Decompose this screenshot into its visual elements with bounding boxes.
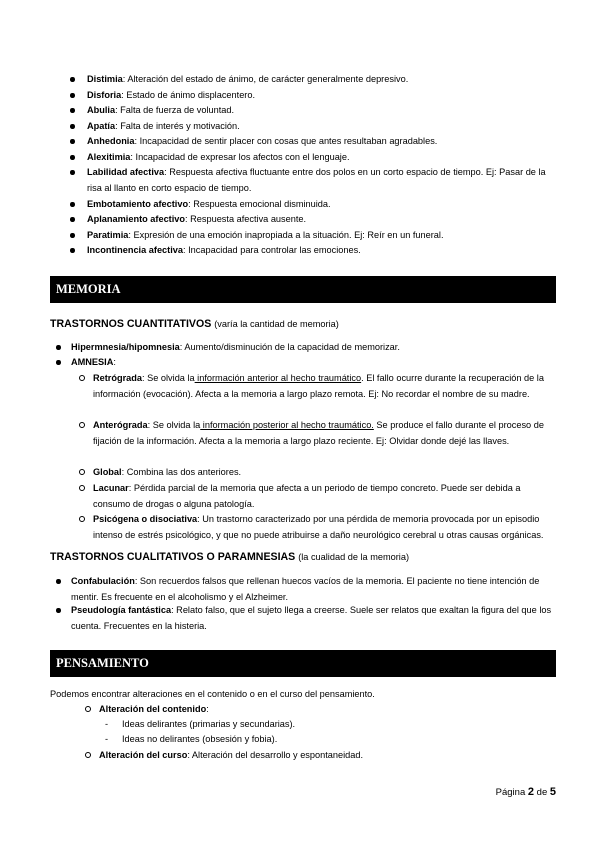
dash-icon: - bbox=[105, 719, 109, 729]
dash-item-text: Ideas no delirantes (obsesión y fobia). bbox=[122, 734, 278, 744]
footer-pagina-label: Página bbox=[495, 787, 526, 798]
bullet-icon bbox=[70, 108, 75, 113]
bullet-icon bbox=[70, 124, 75, 129]
heading-qualitative-sub: (la cualidad de la memoria) bbox=[298, 552, 409, 562]
bullet-icon bbox=[56, 579, 61, 584]
desc-global: : Combina las dos anteriores. bbox=[121, 467, 242, 477]
list-item-lacunar bbox=[93, 481, 558, 512]
circle-bullet-icon bbox=[85, 752, 91, 758]
term-amnesia: AMNESIA bbox=[71, 357, 114, 367]
bullet-icon bbox=[56, 360, 61, 365]
list-item-description: : Incapacidad de expresar los afectos con el lenguaje. bbox=[130, 152, 350, 162]
desc-psicogena: : Un trastorno caracterizado por una pérdida de memoria provocada por un episodio intenso de estrés psicológico, y que no puede atribuirse a daño neurológico cerebral u otras causas orgánicas. bbox=[93, 514, 544, 540]
term-lacunar: Lacunar bbox=[93, 483, 129, 493]
dash-item-no-delirantes bbox=[105, 732, 278, 748]
desc-hipermnesia: : Aumento/disminución de la capacidad de memorizar. bbox=[179, 342, 400, 352]
footer-de-label: de bbox=[536, 787, 548, 798]
circle-bullet-icon bbox=[79, 422, 85, 428]
desc-anterograda-post: Se produce el fallo durante el proceso de fijación de la información. Afecta a la memoria a largo plazo reciente. Ej: Olvidar donde dejé las llaves. bbox=[93, 420, 544, 446]
list-item-description: : Respuesta emocional disminuida. bbox=[188, 199, 331, 209]
bullet-icon bbox=[70, 170, 75, 175]
list-item-term: Paratimia bbox=[87, 230, 129, 240]
list-item-description: : Incapacidad de sentir placer con cosas que antes resultaban agradables. bbox=[134, 136, 438, 146]
footer-current-page: 2 bbox=[527, 786, 535, 798]
list-item bbox=[87, 119, 560, 135]
term-pseudologia: Pseudología fantástica bbox=[71, 605, 172, 615]
bullet-icon bbox=[70, 248, 75, 253]
term-psicogena: Psicógena o disociativa bbox=[93, 514, 198, 524]
dash-item-delirantes bbox=[105, 717, 296, 733]
list-item-global bbox=[93, 465, 558, 481]
desc-confabulacion: : Son recuerdos falsos que rellenan huecos vacíos de la memoria. El paciente no tiene intención de mentir. Es frecuente en el alcoholismo y el Alzheimer. bbox=[71, 576, 540, 602]
list-item-term: Anhedonia bbox=[87, 136, 135, 146]
list-item-term: Distimia bbox=[87, 74, 123, 84]
list-item-term: Alexitimia bbox=[87, 152, 131, 162]
desc-curso: : Alteración del desarrollo y espontaneidad. bbox=[187, 750, 364, 760]
list-item-term: Disforia bbox=[87, 90, 122, 100]
list-item-curso bbox=[99, 748, 558, 764]
list-item-description: : Alteración del estado de ánimo, de carácter generalmente depresivo. bbox=[122, 74, 409, 84]
bullet-icon bbox=[70, 93, 75, 98]
list-item bbox=[87, 134, 560, 150]
list-item-pseudologia bbox=[71, 603, 558, 634]
circle-bullet-icon bbox=[79, 516, 85, 522]
contenido-colon: : bbox=[206, 704, 209, 714]
footer-total-pages: 5 bbox=[549, 786, 556, 798]
term-curso: Alteración del curso bbox=[99, 750, 188, 760]
term-confabulacion: Confabulación bbox=[71, 576, 135, 586]
bullet-icon bbox=[70, 155, 75, 160]
term-anterograda: Anterógrada bbox=[93, 420, 148, 430]
list-item-confabulacion bbox=[71, 574, 558, 605]
bullet-icon bbox=[70, 202, 75, 207]
list-item-psicogena bbox=[93, 512, 558, 543]
list-item bbox=[87, 212, 560, 228]
section-bar-memoria: MEMORIA bbox=[50, 276, 556, 303]
bullet-icon bbox=[70, 217, 75, 222]
list-item bbox=[87, 103, 560, 119]
section-bar-pensamiento: PENSAMIENTO bbox=[50, 650, 556, 677]
list-item-term: Abulia bbox=[87, 105, 116, 115]
list-item-description: : Estado de ánimo displacentero. bbox=[121, 90, 256, 100]
list-item-description: : Falta de interés y motivación. bbox=[115, 121, 240, 131]
bullet-icon bbox=[56, 608, 61, 613]
list-item-contenido bbox=[99, 702, 558, 718]
desc-pseudologia: : Relato falso, que el sujeto llega a creerse. Suele ser relatos que exaltan la figura del que los cuenta. Frecuentes en la histeria. bbox=[71, 605, 552, 631]
list-item-hipermnesia bbox=[71, 340, 558, 356]
list-item-term: Incontinencia afectiva bbox=[87, 245, 183, 255]
desc-retrograda-pre: : Se olvida la bbox=[142, 373, 195, 383]
circle-bullet-icon bbox=[79, 375, 85, 381]
list-item bbox=[87, 72, 560, 88]
list-item-retrograda bbox=[93, 371, 558, 402]
amnesia-colon: : bbox=[113, 357, 116, 367]
term-global: Global bbox=[93, 467, 122, 477]
desc-lacunar: : Pérdida parcial de la memoria que afecta a un periodo de tiempo concreto. Puede ser debida a consumo de drogas o alguna patología. bbox=[93, 483, 521, 509]
list-item-anterograda bbox=[93, 418, 558, 449]
bullet-icon bbox=[70, 139, 75, 144]
list-item-amnesia bbox=[71, 355, 558, 371]
dash-icon: - bbox=[105, 734, 109, 744]
list-item-term: Aplanamiento afectivo bbox=[87, 214, 186, 224]
list-item-term: Apatía bbox=[87, 121, 116, 131]
term-contenido: Alteración del contenido bbox=[99, 704, 207, 714]
term-retrograda: Retrógrada bbox=[93, 373, 143, 383]
heading-qualitative bbox=[50, 551, 409, 563]
list-item-description: : Falta de fuerza de voluntad. bbox=[115, 105, 235, 115]
desc-anterograda-pre: : Se olvida la bbox=[147, 420, 201, 430]
list-item bbox=[87, 228, 560, 244]
pensamiento-intro: Podemos encontrar alteraciones en el contenido o en el curso del pensamiento. bbox=[50, 689, 375, 699]
heading-quantitative-sub: (varía la cantidad de memoria) bbox=[214, 319, 339, 329]
list-item bbox=[87, 197, 560, 213]
bullet-icon bbox=[70, 77, 75, 82]
bullet-icon bbox=[70, 233, 75, 238]
circle-bullet-icon bbox=[85, 706, 91, 712]
list-item-description: : Respuesta afectiva ausente. bbox=[185, 214, 307, 224]
circle-bullet-icon bbox=[79, 469, 85, 475]
list-item-term: Labilidad afectiva bbox=[87, 167, 165, 177]
desc-anterograda-underline: información posterior al hecho traumático. bbox=[200, 420, 374, 430]
list-item-description: : Respuesta afectiva fluctuante entre dos polos en un corto espacio de tiempo. Ej: Pasar de la risa al llanto en corto espacio de tiempo. bbox=[87, 167, 546, 193]
circle-bullet-icon bbox=[79, 485, 85, 491]
page-footer bbox=[496, 786, 556, 798]
desc-retrograda-underline: información anterior al hecho traumático bbox=[194, 373, 362, 383]
list-item bbox=[87, 165, 560, 196]
desc-retrograda-post: . El fallo ocurre durante la recuperación de la información (evocación). Afecta a la memoria a largo plazo remota. Ej: No recordar el nombre de su madre. bbox=[93, 373, 544, 399]
heading-qualitative-title: TRASTORNOS CUALITATIVOS O PARAMNESIAS bbox=[50, 551, 296, 563]
bullet-icon bbox=[56, 345, 61, 350]
list-item bbox=[87, 150, 560, 166]
list-item-description: : Expresión de una emoción inapropiada a la situación. Ej: Reír en un funeral. bbox=[128, 230, 444, 240]
dash-item-text: Ideas delirantes (primarias y secundarias). bbox=[122, 719, 296, 729]
list-item bbox=[87, 88, 560, 104]
list-item-term: Embotamiento afectivo bbox=[87, 199, 189, 209]
list-item bbox=[87, 243, 560, 259]
list-item-description: : Incapacidad para controlar las emociones. bbox=[183, 245, 361, 255]
heading-quantitative bbox=[50, 318, 339, 330]
heading-quantitative-title: TRASTORNOS CUANTITATIVOS bbox=[50, 318, 212, 330]
term-hipermnesia: Hipermnesia/hipomnesia bbox=[71, 342, 180, 352]
